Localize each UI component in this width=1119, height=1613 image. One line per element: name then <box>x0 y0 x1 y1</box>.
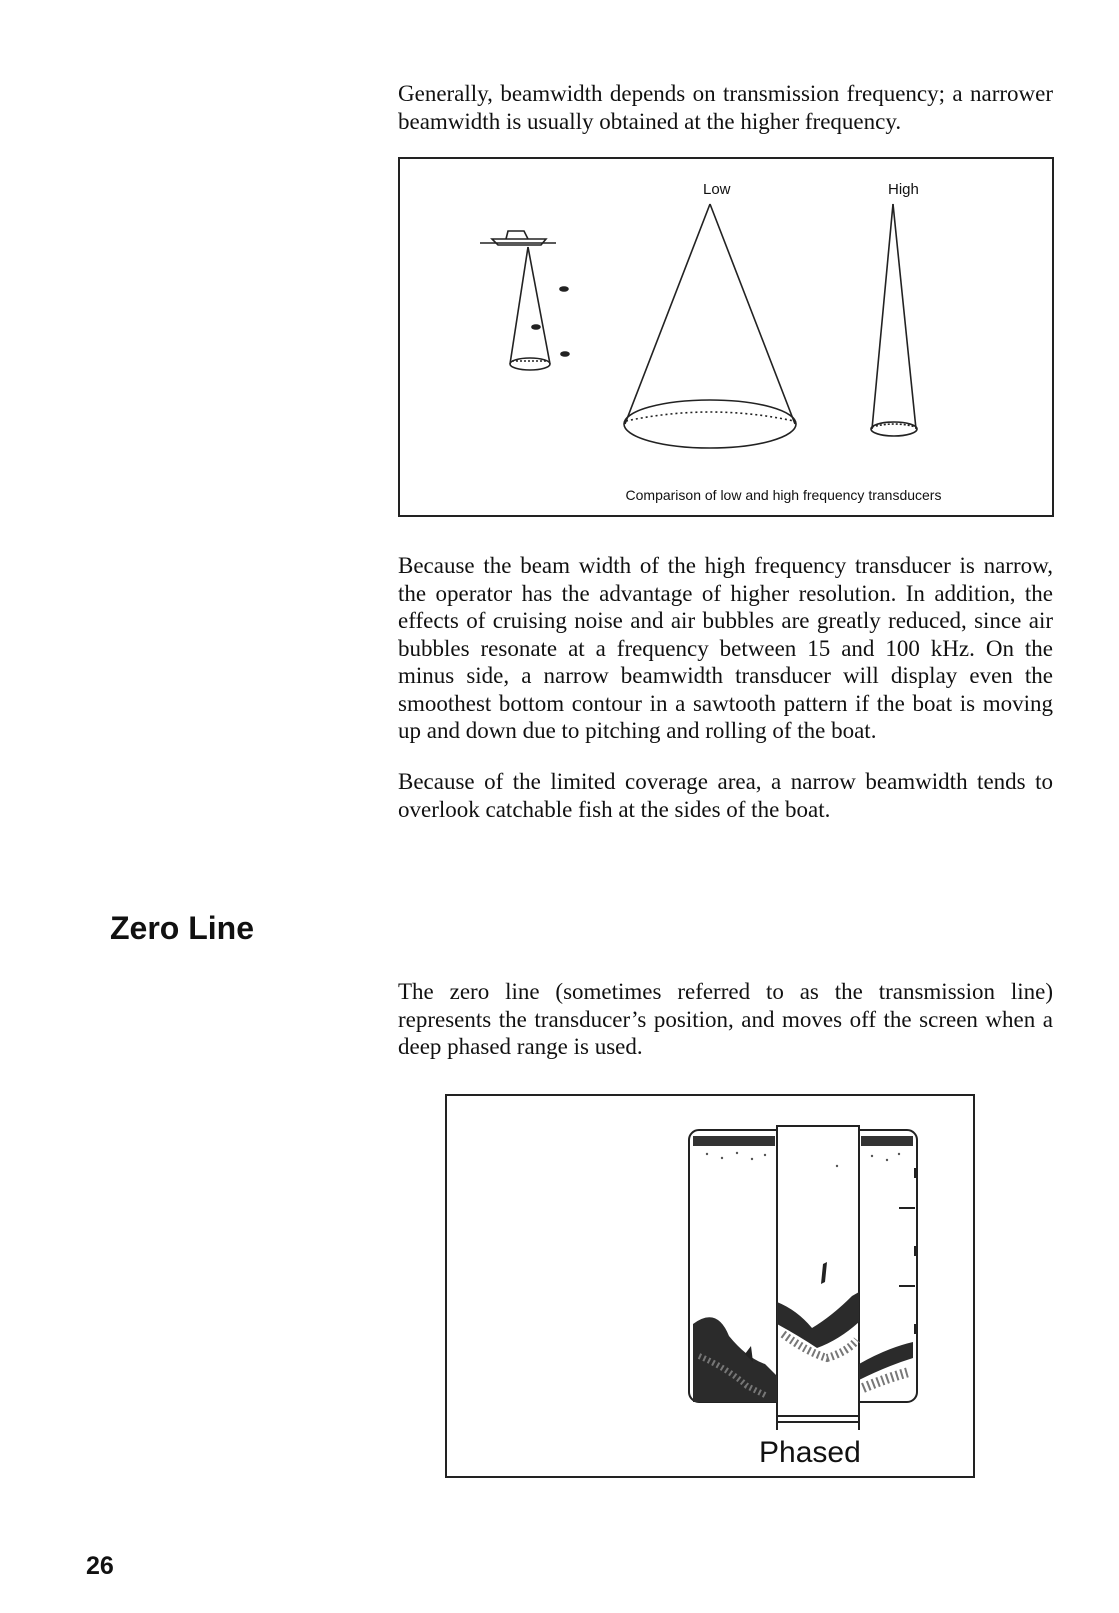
high-frequency-label: High <box>888 181 919 198</box>
section-heading: Zero Line <box>110 910 255 946</box>
phased-window <box>777 1126 859 1416</box>
figure-caption: Comparison of low and high frequency transducers <box>625 487 942 503</box>
beamwidth-comparison-figure <box>398 157 1054 517</box>
coverage-paragraph: Because of the limited coverage area, a narrow beamwidth tends to overlook catchable fish at the sides of the boat. <box>398 769 1053 822</box>
page-number: 26 <box>86 1552 114 1580</box>
bottom-echo-left <box>693 1317 777 1402</box>
transducer-cones-illustration <box>400 159 1052 515</box>
low-frequency-cone <box>624 204 796 448</box>
zero-line-paragraph: The zero line (sometimes referred to as the transmission line) represents the transducer’s position, and moves off the screen when a deep phased range is used. <box>398 979 1053 1059</box>
phased-range-figure <box>445 1094 975 1478</box>
depth-scale-ticks <box>899 1168 915 1334</box>
high-frequency-cone <box>871 204 917 436</box>
boat-with-small-cone <box>480 231 569 370</box>
low-frequency-label: Low <box>703 181 731 198</box>
intro-paragraph: Generally, beamwidth depends on transmission frequency; a narrower beamwidth is usually obtained at the higher frequency. <box>398 81 1053 134</box>
echogram-illustration <box>447 1096 973 1476</box>
resolution-paragraph: Because the beam width of the high frequency transducer is narrow, the operator has the advantage of higher resolution. In addition, the effects of cruising noise and air bubbles are greatly reduced, since air bubbles resonate at a frequency between 15 and 100 kHz. On the minus side, a narrow beamwidth transducer will display even the smoothest bottom contour in a sawtooth pattern if the boat is moving up and down due to pitching and rolling of the boat. <box>398 553 1053 743</box>
phased-label: Phased <box>759 1436 861 1469</box>
